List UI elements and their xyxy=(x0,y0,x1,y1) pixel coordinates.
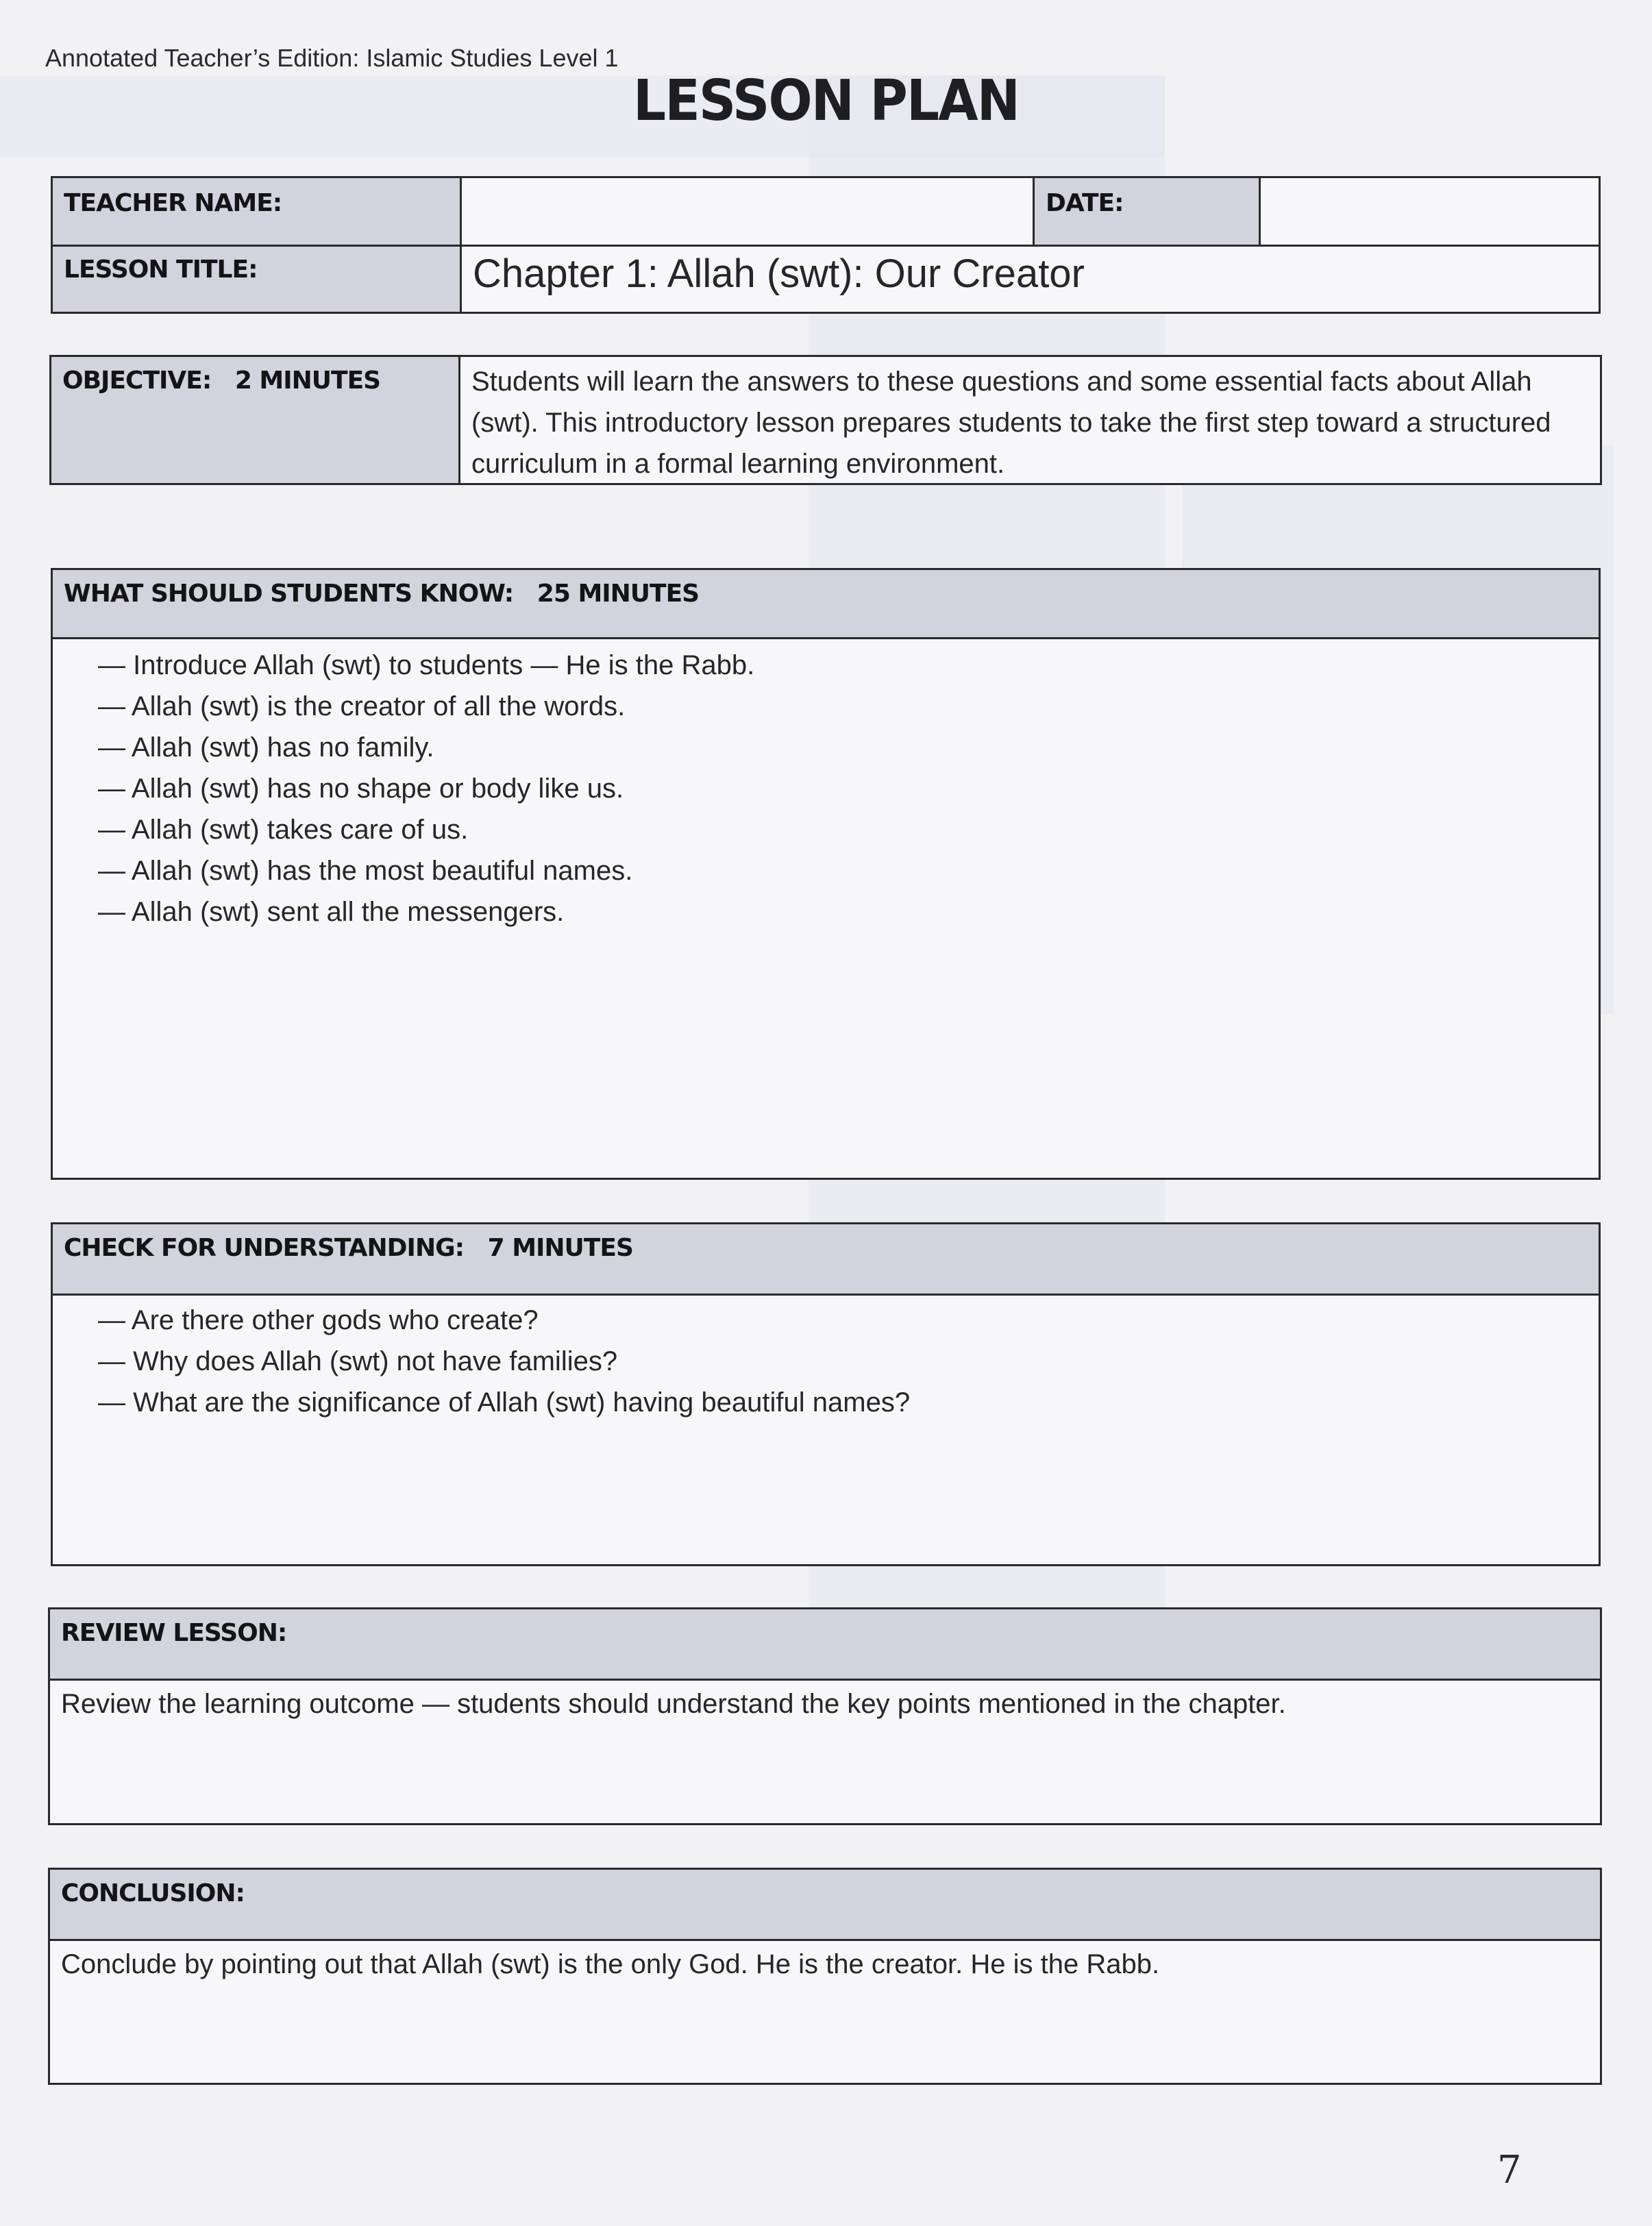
list-item: — Are there other gods who create? xyxy=(98,1305,539,1335)
review-label: REVIEW LESSON: xyxy=(50,1609,1600,1681)
lesson-title-value: Chapter 1: Allah (swt): Our Creator xyxy=(473,251,1085,296)
objective-text: Students will learn the answers to these questions and some essential facts about Allah (swt). This introductory lesson prepares students to take the first step toward a structured curriculum in a formal learning environment. xyxy=(471,367,1551,479)
list-item: — What are the significance of Allah (swt) having beautiful names? xyxy=(98,1387,911,1418)
date-field[interactable] xyxy=(1261,178,1599,245)
conclusion-section xyxy=(48,1868,1602,2085)
check-list xyxy=(53,1296,1599,1423)
lesson-title-label: LESSON TITLE: xyxy=(53,245,462,312)
list-item: — Why does Allah (swt) not have families? xyxy=(98,1346,618,1376)
know-label: WHAT SHOULD STUDENTS KNOW: 25 MINUTES xyxy=(53,570,1599,639)
know-section xyxy=(51,568,1601,1180)
check-label: CHECK FOR UNDERSTANDING: 7 MINUTES xyxy=(53,1224,1599,1296)
objective-label: OBJECTIVE: 2 MINUTES xyxy=(51,357,460,483)
date-label: DATE: xyxy=(1035,178,1261,245)
list-item: — Allah (swt) sent all the messengers. xyxy=(98,897,565,927)
objective-section xyxy=(49,355,1602,485)
list-item: — Allah (swt) has the most beautiful names. xyxy=(98,856,633,886)
know-list xyxy=(53,639,1599,932)
list-item: — Allah (swt) has no family. xyxy=(98,732,434,763)
date-divider-right xyxy=(1259,178,1261,245)
list-item: — Allah (swt) has no shape or body like us. xyxy=(98,774,624,804)
conclusion-label: CONCLUSION: xyxy=(50,1870,1600,1941)
running-header: Annotated Teacher’s Edition: Islamic Studies Level 1 xyxy=(45,44,619,72)
teacher-name-field[interactable] xyxy=(462,178,1035,245)
conclusion-text: Conclude by pointing out that Allah (swt) is the only God. He is the creator. He is the Rabb. xyxy=(61,1949,1160,1979)
list-item: — Allah (swt) takes care of us. xyxy=(98,815,469,845)
page-number: 7 xyxy=(1497,2148,1522,2192)
row-divider xyxy=(53,245,1599,247)
date-divider-left xyxy=(1033,178,1035,245)
list-item: — Allah (swt) is the creator of all the words. xyxy=(98,691,626,721)
info-table xyxy=(51,176,1601,314)
page-title: LESSON PLAN xyxy=(632,69,1020,134)
check-section xyxy=(51,1222,1601,1566)
column-divider xyxy=(460,178,462,312)
review-section xyxy=(48,1607,1602,1825)
review-text: Review the learning outcome — students should understand the key points mentioned in the chapter. xyxy=(61,1689,1286,1719)
list-item: — Introduce Allah (swt) to students — He is the Rabb. xyxy=(98,650,755,680)
teacher-name-label: TEACHER NAME: xyxy=(53,178,462,245)
objective-divider xyxy=(458,357,460,483)
